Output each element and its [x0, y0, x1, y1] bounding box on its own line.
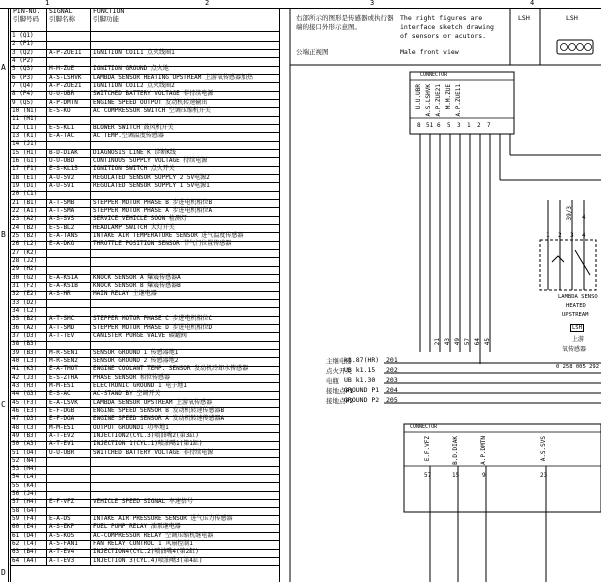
table-cell-pin: 45 (F3) [11, 399, 47, 408]
table-cell-signal: M-M-ES1 [47, 382, 91, 391]
terminal-label-cn: 接地点P2 [326, 397, 354, 405]
table-cell-signal: A-S-EKP [47, 523, 91, 532]
table-cell-function: INJECTION 1(CYL.1)喷油嘴1(第1缸) [93, 440, 203, 448]
table-cell-signal: A-T-TEV [47, 332, 91, 341]
terminal-label-cn: 点火开关 [326, 367, 352, 375]
wire-pin-57: 57 [464, 338, 471, 346]
lambda-title: LAMBDA SENSO [558, 294, 598, 300]
table-cell-signal: E-A-LSVK [47, 399, 91, 408]
table-cell-pin: 38 (B3) [11, 340, 47, 349]
table-cell-pin: 60 (E4) [11, 523, 47, 532]
header-function: FUNCTION 引脚功能 [91, 8, 279, 32]
table-cell-function: FAN RELAY CONTROL 1 风扇控制1 [93, 540, 193, 548]
table-cell-pin: 52 (N4) [11, 457, 47, 466]
table-cell-signal: A-T-EV4 [47, 548, 91, 557]
table-cell-signal: A-S-LSHVK [47, 74, 91, 83]
table-cell-pin: 48 (C3) [11, 424, 47, 433]
table-cell-pin: 23 (A2) [11, 215, 47, 224]
side-label-39-3: 39/3 [566, 206, 573, 221]
upper-pin-3: 6 [437, 122, 441, 129]
table-cell-signal: E-A-KS1B [47, 282, 91, 291]
table-cell-signal: A-P-ZUE21 [47, 82, 91, 91]
table-cell-pin: 50 (A3) [11, 440, 47, 449]
table-cell-pin: 25 (B2) [11, 232, 47, 241]
ruler-col-1: 1 [45, 0, 50, 7]
table-cell-pin: 31 (F2) [11, 282, 47, 291]
table-cell-function: SENSOR GROUND 1 传感器地1 [93, 348, 179, 356]
table-cell-signal: A-T-EV1 [47, 440, 91, 449]
terminal-label-en: UB k1.15 [344, 366, 376, 374]
table-cell-pin: 13 (K1) [11, 132, 47, 141]
table-cell-signal: A-S-FAN1 [47, 540, 91, 549]
wire-pin-45: 45 [484, 338, 491, 346]
table-cell-function: KNOCK SENSOR B 爆震传感器B [93, 281, 181, 289]
upper-signal-3: A.P.ZUE21 [435, 84, 442, 117]
table-cell-pin: 21 (B1) [11, 199, 47, 208]
table-cell-function: LAMBDA SENSOR UPSTREAM 上游氧传感器 [93, 398, 213, 406]
ruler-col-2: 2 [205, 0, 210, 7]
lower-connector-box [404, 424, 601, 512]
table-cell-function: LAMBDA SENSOR HEATING UPSTREAM 上游氧传感器加热 [93, 73, 253, 81]
table-cell-function: SENSOR GROUND 2 传感器地2 [93, 356, 179, 364]
table-cell-pin: 36 (A2) [11, 324, 47, 333]
terminal-number: 201 [386, 356, 398, 364]
table-cell-signal: A-S-SVS [47, 215, 91, 224]
table-cell-pin: 53 (M4) [11, 465, 47, 474]
table-cell-function: IGNITION GROUND 点火地 [93, 65, 169, 73]
table-cell-function: ENGINE SPEED OUTPUT 发动机转速输出 [93, 98, 208, 106]
table-cell-function: OUTPUT GROUND1 功率地1 [93, 423, 169, 431]
table-cell-pin: 54 (L4) [11, 473, 47, 482]
upper-pin-7: 2 [477, 122, 481, 129]
table-cell-signal: E-F-DGB [47, 407, 91, 416]
table-cell-signal: E-S-KO [47, 107, 91, 116]
table-cell-function: THROTTLE POSITION SENSOR 节气门位置传感器 [93, 240, 232, 248]
table-cell-signal: A-T-SMA [47, 207, 91, 216]
table-cell-signal: U-U-UBR [47, 449, 91, 458]
table-cell-signal: E-A-TMOT [47, 365, 91, 374]
header-signal: SIGNAL 引脚名称 [47, 8, 91, 32]
table-cell-pin: 57 (H4) [11, 498, 47, 507]
table-cell-signal: E-A-TAC [47, 132, 91, 141]
table-cell-pin: 16 (G1) [11, 157, 47, 166]
table-cell-pin: 59 (F4) [11, 515, 47, 524]
terminal-number: 203 [386, 376, 398, 384]
wire-pin-21: 21 [434, 338, 441, 346]
ruler-row-c: C [1, 400, 6, 409]
table-cell-function: ENGINE SPEED SENSOR A 发动机转速传感器A [93, 415, 225, 423]
table-cell-function: INJECTION 3(CYL.4)喷油嘴3(第4缸) [93, 556, 203, 564]
table-cell-signal: U-U-UBR [47, 90, 91, 99]
table-cell-signal: A-S-KOS [47, 532, 91, 541]
table-cell-function: REGULATED SENSOR SUPPLY 1 5V电源1 [93, 181, 210, 189]
table-cell-function: INTAKE AIR PRESSURE SENSOR 进气压力传感器 [93, 515, 233, 523]
table-cell-pin: 27 (K2) [11, 249, 47, 258]
note-chinese: 右部所示的图形是传感器或执行器端的接口外形示意图。 [296, 14, 394, 31]
lower-pin-15: 15 [452, 472, 460, 479]
table-cell-function: SERVICE VEHICLE SOON 检测灯 [93, 215, 187, 223]
upper-connector-label: CONNECTOR [420, 72, 448, 78]
table-cell-pin: 34 (C2) [11, 307, 47, 316]
table-cell-pin: 49 (B3) [11, 432, 47, 441]
terminal-label-cn: 接地点P1 [326, 387, 354, 395]
table-cell-pin: 28 (J2) [11, 257, 47, 266]
table-cell-pin: 7 (Q4) [11, 82, 47, 91]
lower-pin-9: 9 [482, 472, 486, 479]
table-cell-pin: 44 (G3) [11, 390, 47, 399]
lower-wires [430, 466, 546, 582]
table-cell-pin: 22 (A1) [11, 207, 47, 216]
ruler-col-3: 3 [370, 0, 375, 7]
table-cell-signal: E-S-AC [47, 390, 91, 399]
table-cell-signal: A-T-SMB [47, 199, 91, 208]
terminal-label-en: k1.87(HR) [344, 356, 380, 364]
table-cell-signal: E-A-DS [47, 515, 91, 524]
table-cell-signal: A-S-HR [47, 290, 91, 299]
header-pin: PIN-NO. 引脚号码 [11, 8, 47, 32]
upper-signal-1: U.U.UBR [415, 84, 422, 110]
table-cell-function: FUEL PUMP RELAY 油泵继电器 [93, 523, 181, 531]
upper-pin-4: 5 [447, 122, 451, 129]
table-cell-signal: M-R-SEN2 [47, 357, 91, 366]
table-cell-function: HEADLAMP SWITCH 大灯开关 [93, 223, 175, 231]
table-cell-pin: 33 (D2) [11, 299, 47, 308]
terminal-number: 205 [386, 396, 398, 404]
table-cell-signal: E-F-DGA [47, 415, 91, 424]
table-cell-signal: M-M-ZUE [47, 65, 91, 74]
terminal-number: 202 [386, 366, 398, 374]
table-cell-function: MAIN RELAY 主继电器 [93, 290, 157, 298]
table-cell-signal: A-T-EV2 [47, 432, 91, 441]
lower-signal-svs: A.S.SVS [540, 436, 547, 462]
lower-signal-dmtn: A.P.DMTN [480, 436, 487, 465]
table-cell-function: ENGINE SPEED SENSOR B 发动机转速传感器B [93, 406, 225, 414]
upper-signal-5: A.P.ZUE11 [455, 84, 462, 117]
table-cell-pin: 63 (B4) [11, 548, 47, 557]
table-cell-pin: 55 (K4) [11, 482, 47, 491]
terminal-label-en: GROUND P2 [344, 396, 380, 404]
table-cell-signal: A-P-ZUE11 [47, 49, 91, 58]
table-cell-pin: 29 (H2) [11, 265, 47, 274]
table-cell-pin: 20 (C1) [11, 190, 47, 199]
table-cell-function: AC-COMPRESSOR RELAY 空调压缩机继电器 [93, 531, 214, 539]
terminal-label-en: UB k1.30 [344, 376, 376, 384]
table-cell-function: AC COMPRESSOR SWITCH 空调压缩机开关 [93, 106, 211, 114]
table-cell-signal: M-M-ES1 [47, 424, 91, 433]
lambda-pin-2: 2 [558, 232, 562, 239]
lambda-pin-1: 1 [546, 232, 550, 239]
table-cell-pin: 64 (A4) [11, 557, 47, 566]
table-cell-signal: M-R-SEN1 [47, 349, 91, 358]
table-cell-pin: 40 (L3) [11, 357, 47, 366]
lambda-cn-1: 上游 [572, 336, 585, 343]
table-cell-signal: A-T-SMD [47, 324, 91, 333]
terminal-label-cn: 主继电器 [326, 357, 352, 365]
lower-connector-label: CONNECTOR [410, 424, 438, 430]
table-cell-function: AC-STAND BY 空调开关 [93, 390, 161, 398]
table-cell-function: STEPPER MOTOR PHASE D 步进电机相位D [93, 323, 213, 331]
table-cell-pin: 35 (B2) [11, 315, 47, 324]
table-cell-signal: U-U-UBD [47, 157, 91, 166]
table-cell-function: BLOWER SWITCH 鼓风机开关 [93, 123, 174, 131]
table-cell-pin: 56 (J4) [11, 490, 47, 499]
table-cell-function: AC TEMP.空调温度传感器 [93, 131, 164, 139]
ruler-row-a: A [1, 63, 6, 72]
lambda-upstream: UPSTREAM [562, 312, 589, 318]
table-cell-pin: 47 (D3) [11, 415, 47, 424]
table-cell-signal: B-D-DIAK [47, 149, 91, 158]
lsh-header-1: LSH [518, 14, 530, 22]
table-cell-signal: A-P-DMTN [47, 99, 91, 108]
note-view-chinese: 公端正视图 [296, 48, 329, 56]
upper-signal-4: M.M.ZUE [445, 84, 452, 110]
table-cell-signal: E-S-BL2 [47, 224, 91, 233]
table-cell-pin: 4 (P2) [11, 57, 47, 66]
table-cell-function: INJECTION2(CYL.3)喷油嘴2(第3缸) [93, 431, 199, 439]
table-cell-pin: 37 (D3) [11, 332, 47, 341]
table-cell-function: CONTINOUS SUPPLY VOLTAGE 持续电源 [93, 156, 208, 164]
table-cell-function: ELECTRONIC GROUND 1 电子地1 [93, 381, 187, 389]
table-cell-function: IGNITION COIL2 点火线圈2 [93, 81, 175, 89]
table-cell-signal: E-A-TANS [47, 232, 91, 241]
table-cell-pin: 3 (Q2) [11, 49, 47, 58]
table-cell-pin: 11 (M1) [11, 115, 47, 124]
table-cell-pin: 10 (N1) [11, 107, 47, 116]
lambda-heated: HEATED [566, 303, 586, 309]
terminal-label-en: GROUND P1 [344, 386, 380, 394]
table-cell-function: SWITCHED BATTERY VOLTAGE 非持续电源 [93, 90, 214, 98]
upper-signal-2: A.S.LSHVK [425, 84, 432, 117]
note-view-english: Male front view [400, 48, 459, 56]
table-cell-pin: 14 (J1) [11, 140, 47, 149]
table-cell-pin: 30 (G2) [11, 274, 47, 283]
ruler-col-4: 4 [530, 0, 535, 7]
table-cell-pin: 6 (P3) [11, 74, 47, 83]
table-cell-signal: A-T-SMC [47, 315, 91, 324]
upper-pin-2: 51 [426, 122, 434, 129]
table-cell-function: INJECTION4(CYL.2)喷油嘴4(第2缸) [93, 548, 199, 556]
table-cell-function: IGNITION SWITCH 点火开关 [93, 165, 175, 173]
table-cell-pin: 51 (O4) [11, 449, 47, 458]
table-cell-pin: 62 (C4) [11, 540, 47, 549]
table-cell-pin: 26 (L2) [11, 240, 47, 249]
table-cell-pin: 41 (K3) [11, 365, 47, 374]
lambda-cn-2: 氧传感器 [562, 346, 587, 353]
upper-pin-8: 7 [487, 122, 491, 129]
table-cell-function: SWITCHED BATTERY VOLTAGE 非持续电源 [93, 448, 214, 456]
lower-signal-vfz: E.F.VFZ [424, 436, 431, 462]
table-cell-signal: E-A-DKG [47, 240, 91, 249]
table-cell-pin: 39 (B3) [11, 349, 47, 358]
lambda-part-number: 0 258 005 292 [556, 364, 600, 370]
lower-signal-diak: B.D.DIAK [452, 436, 459, 465]
table-cell-pin: 61 (D4) [11, 532, 47, 541]
table-cell-pin: 32 (E2) [11, 290, 47, 299]
table-cell-function: STEPPER MOTOR PHASE B 步进电机相位B [93, 198, 213, 206]
terminal-label-cn: 电瓶 [326, 377, 339, 385]
table-cell-function: VEHICLE SPEED SIGNAL 车速信号 [93, 498, 193, 506]
wire-pin-64: 64 [474, 338, 481, 346]
table-cell-pin: 24 (B2) [11, 224, 47, 233]
table-cell-pin: 8 (P4) [11, 90, 47, 99]
table-cell-signal: A-T-EV3 [47, 557, 91, 566]
table-cell-function: KNOCK SENSOR A 爆震传感器A [93, 273, 181, 281]
upper-pin-5: 3 [457, 122, 461, 129]
table-cell-pin: 58 (G4) [11, 507, 47, 516]
table-cell-function: DIAGNOSIS LINE K 诊断K线 [93, 148, 177, 156]
table-cell-function: IGNITION COIL1 点火线圈1 [93, 48, 175, 56]
table-cell-signal: A-U-5V1 [47, 182, 91, 191]
lambda-pin-3: 3 [570, 232, 574, 239]
table-cell-pin: 19 (D1) [11, 182, 47, 191]
table-cell-pin: 42 (J3) [11, 374, 47, 383]
side-label-4: 4 [582, 214, 586, 221]
lsh-pin-icon [577, 44, 584, 51]
table-cell-signal: E-A-KS1A [47, 274, 91, 283]
table-cell-function: STEPPER MOTOR PHASE C 步进电机相位C [93, 315, 213, 323]
table-cell-signal: A-U-5V2 [47, 174, 91, 183]
note-english: The right figures are interface sketch drawing of sensors or acutors. [400, 14, 494, 40]
table-cell-pin: 18 (E1) [11, 174, 47, 183]
lambda-code: LSH [572, 325, 582, 331]
table-cell-signal: E-F-VFZ [47, 498, 91, 507]
table-cell-signal: E-S-KL1 [47, 124, 91, 133]
table-cell-function: PHASE SENSOR 相位传感器 [93, 373, 170, 381]
table-cell-function: REGULATED SENSOR SUPPLY 2 5V电源2 [93, 173, 210, 181]
table-cell-function: STEPPER MOTOR PHASE A 步进电机相位A [93, 206, 213, 214]
lsh-pin-icon [561, 44, 568, 51]
terminal-number: 204 [386, 386, 398, 394]
wire-pin-49: 49 [454, 338, 461, 346]
table-cell-pin: 46 (E3) [11, 407, 47, 416]
table-cell-pin: 43 (H3) [11, 382, 47, 391]
upper-pin-6: 1 [467, 122, 471, 129]
lsh-pin-icon [569, 44, 576, 51]
table-cell-function: CANISTER PURGE VALVE 碳罐阀 [93, 331, 187, 339]
table-cell-pin: 1 (Q1) [11, 32, 47, 41]
lsh-header-2: LSH [566, 14, 578, 22]
table-cell-pin: 9 (Q5) [11, 99, 47, 108]
wire-pin-43: 43 [444, 338, 451, 346]
table-cell-function: INTAKE AIR TEMPERATURE SENSOR 进气温度传感器 [93, 231, 244, 239]
table-cell-signal: E-S-KL15 [47, 165, 91, 174]
lower-pin-23: 23 [540, 472, 548, 479]
lower-pin-57: 57 [424, 472, 432, 479]
table-cell-pin: 17 (F1) [11, 165, 47, 174]
table-cell-pin: 12 (L1) [11, 124, 47, 133]
table-cell-pin: 5 (Q3) [11, 65, 47, 74]
lsh-pin-icon [585, 44, 592, 51]
table-cell-function: ENGINE COOLANT TEMP. SENSOR 发动机冷却水传感器 [93, 365, 249, 373]
ruler-row-b: B [1, 230, 6, 239]
lsh-connector-symbol [557, 40, 593, 54]
table-cell-pin: 2 (P1) [11, 40, 47, 49]
table-cell-pin: 15 (H1) [11, 149, 47, 158]
table-cell-signal: E-S-ZTHA [47, 374, 91, 383]
lambda-pin-4: 4 [582, 232, 586, 239]
upper-pin-1: 8 [417, 122, 421, 129]
ruler-row-d: D [1, 568, 6, 577]
